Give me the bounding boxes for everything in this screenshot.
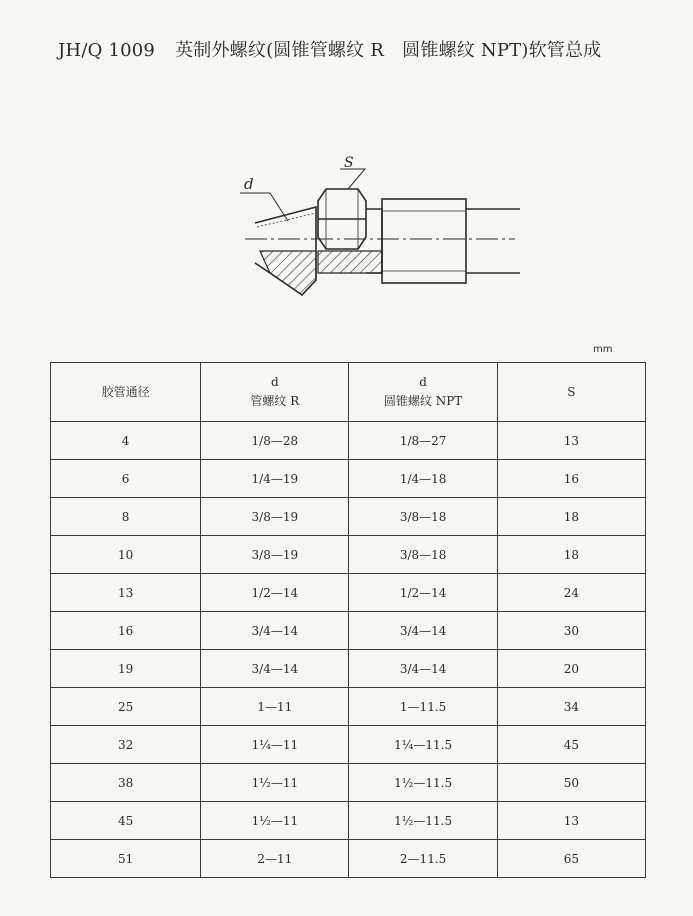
- table-row: 51 2—11 2—11.5 65: [51, 840, 646, 878]
- header-hose-size: 胶管通径: [51, 363, 201, 422]
- table-row: 10 3/8—19 3/8—18 18: [51, 536, 646, 574]
- unit-label: mm: [593, 344, 613, 355]
- hose-fitting-diagram: [230, 155, 530, 305]
- title-text: 英制外螺纹(圆锥管螺纹 R 圆锥螺纹 NPT)软管总成: [175, 40, 602, 61]
- table-row: 32 1¼—11 1¼—11.5 45: [51, 726, 646, 764]
- table-row: 25 1—11 1—11.5 34: [51, 688, 646, 726]
- standard-code: JH/Q 1009: [58, 40, 156, 61]
- section-hatch: [260, 251, 316, 295]
- table-row: 38 1½—11 1½—11.5 50: [51, 764, 646, 802]
- s-leader: [340, 169, 365, 189]
- header-s: S: [497, 363, 645, 422]
- header-thread-npt: d 圆锥螺纹 NPT: [349, 363, 497, 422]
- table-row: 19 3/4—14 3/4—14 20: [51, 650, 646, 688]
- page-title: [58, 36, 601, 62]
- ferrule: [382, 199, 466, 283]
- table-row: 16 3/4—14 3/4—14 30: [51, 612, 646, 650]
- hose: [466, 209, 520, 273]
- table-row: 8 3/8—19 3/8—18 18: [51, 498, 646, 536]
- table-row: 4 1/8—28 1/8—27 13: [51, 422, 646, 460]
- table-row: 45 1½—11 1½—11.5 13: [51, 802, 646, 840]
- label-s: S: [344, 155, 354, 171]
- header-thread-r: d 管螺纹 R: [201, 363, 349, 422]
- table-row: 13 1/2—14 1/2—14 24: [51, 574, 646, 612]
- table-row: 6 1/4—19 1/4—18 16: [51, 460, 646, 498]
- table-header-row: [51, 363, 646, 422]
- spec-table: [50, 362, 646, 878]
- label-d: d: [244, 175, 254, 193]
